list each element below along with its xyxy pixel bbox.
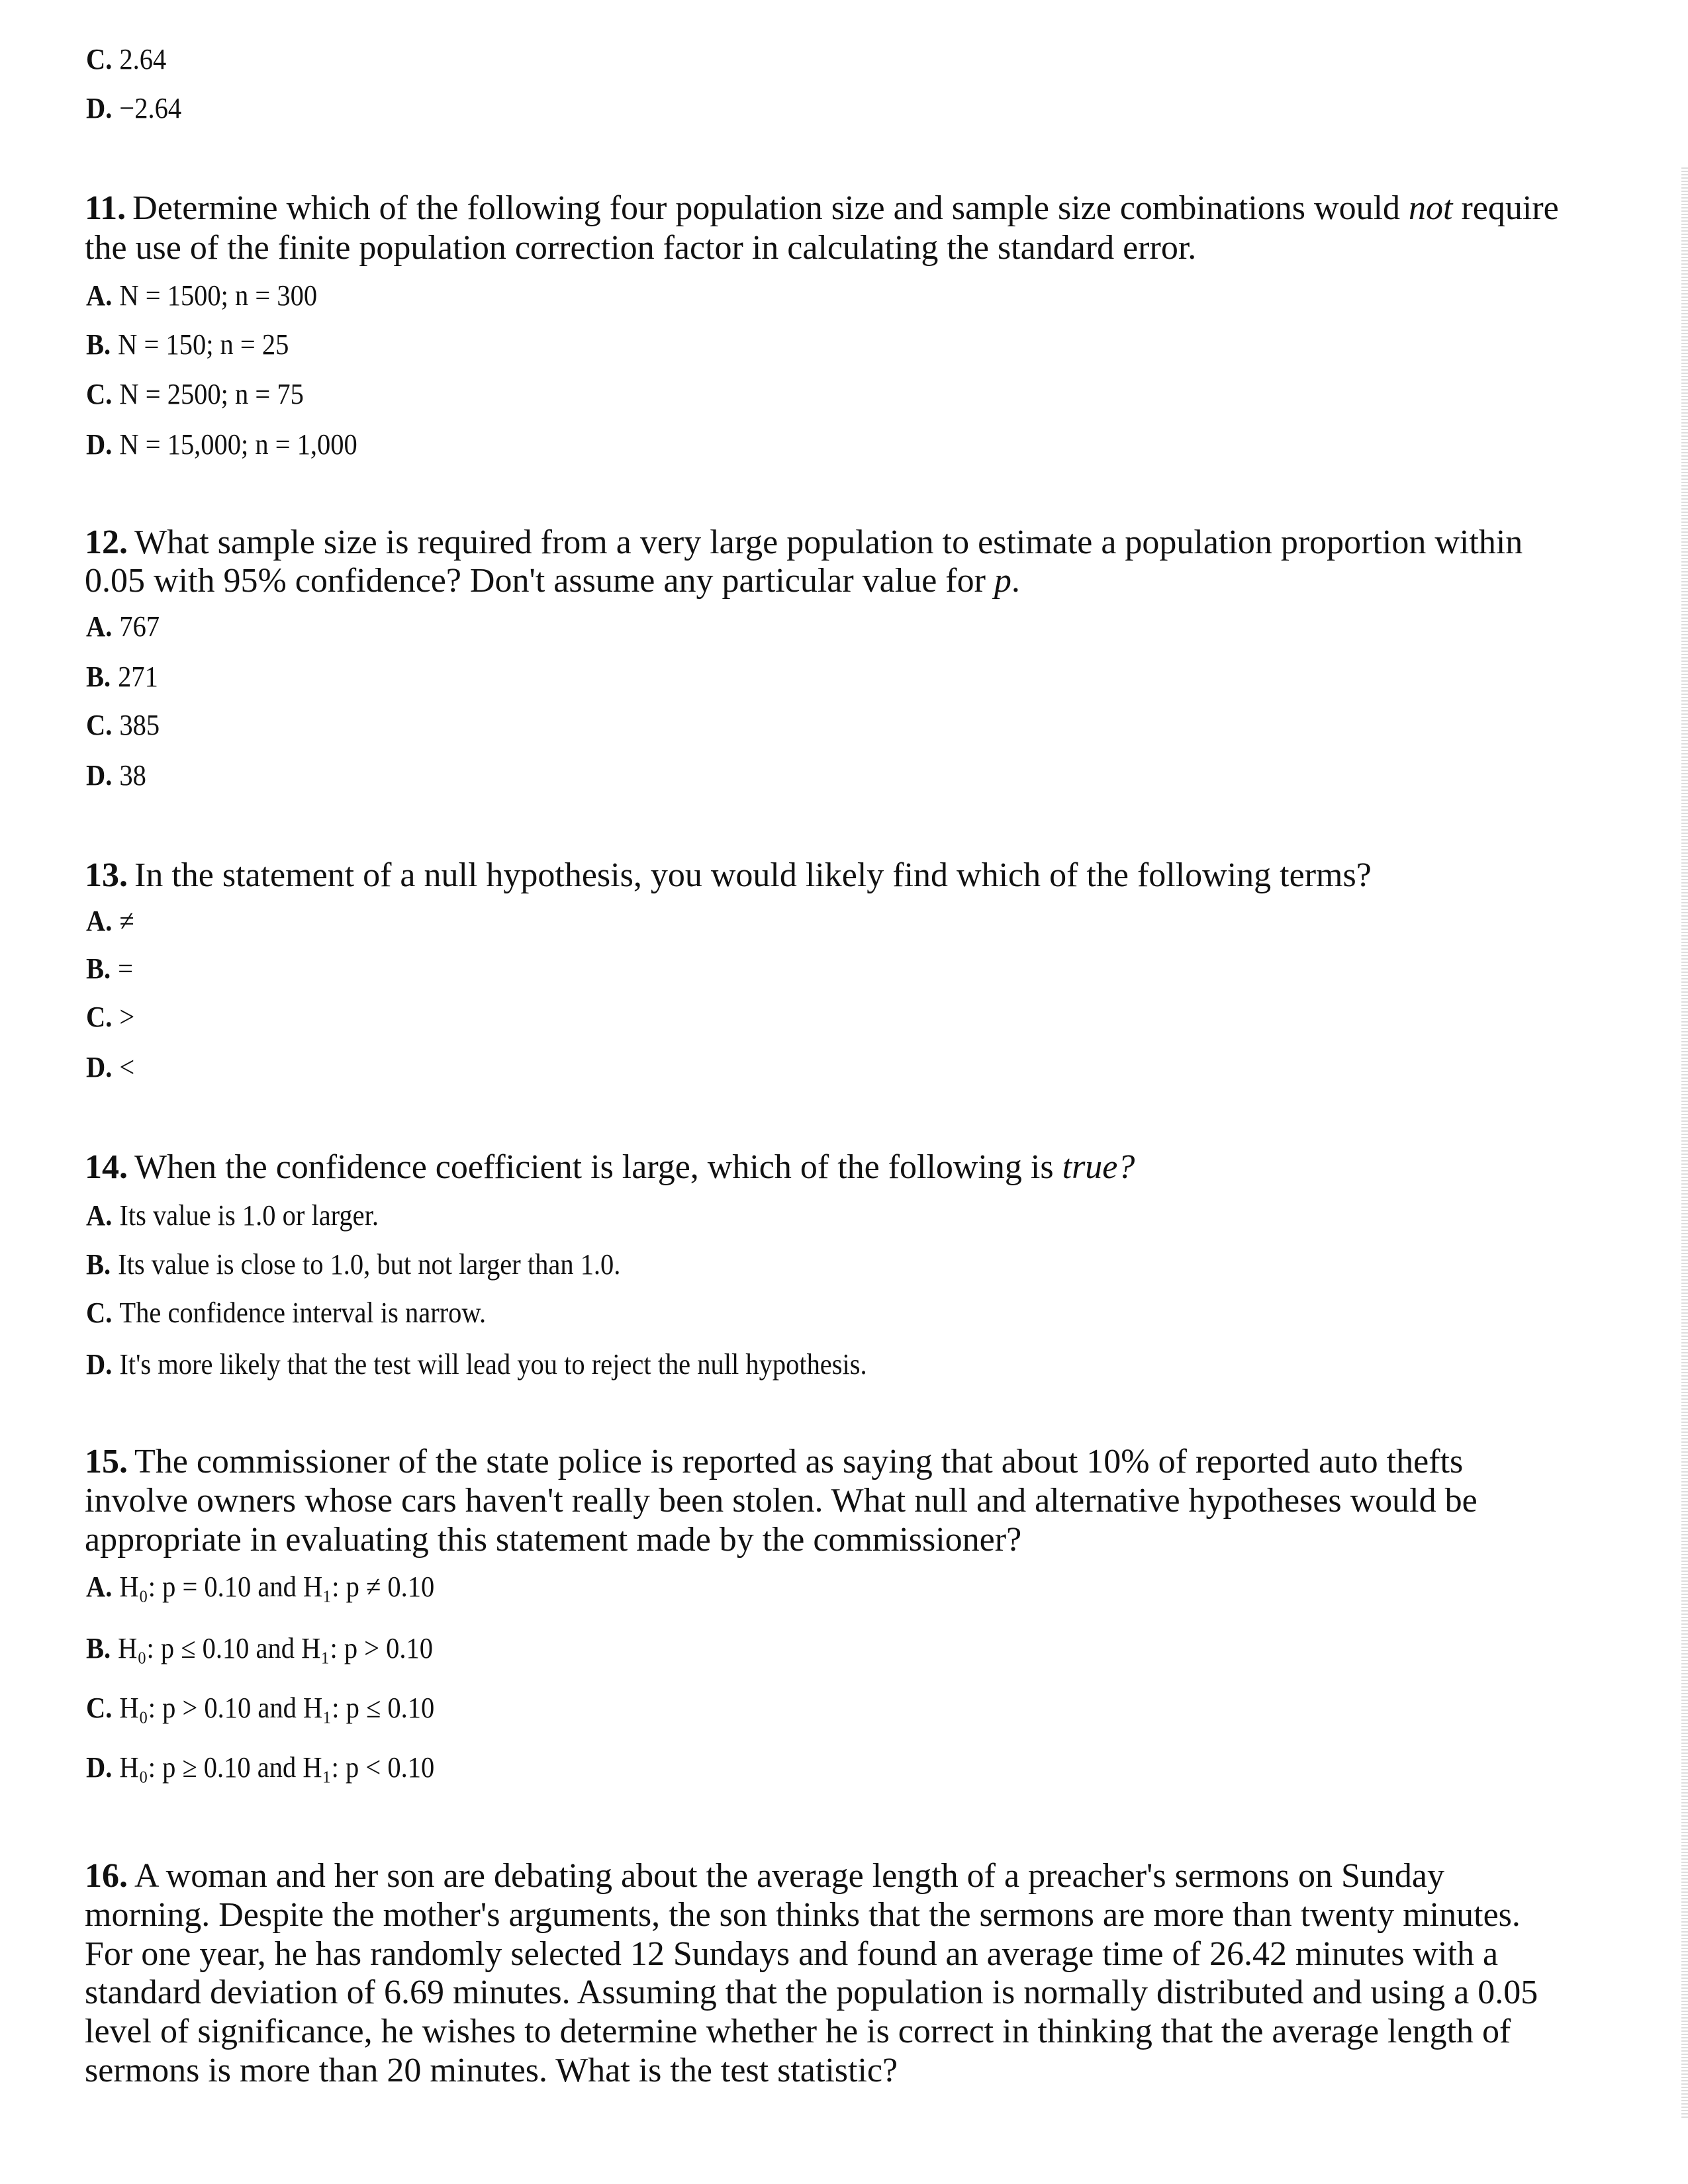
answer-option[interactable] (86, 903, 134, 940)
answer-option[interactable] (86, 1346, 867, 1383)
question-line (85, 228, 1196, 268)
question-text: When the confidence coefficient is large, which of the following is (134, 1148, 1062, 1186)
option-text: > (119, 1001, 135, 1033)
option-label: A. (86, 279, 113, 312)
question-number: 13. (85, 856, 128, 894)
question-line (85, 856, 1372, 895)
option-label: A. (86, 1199, 113, 1232)
question-text: appropriate in evaluating this statement made by the commissioner? (85, 1521, 1022, 1559)
option-label: C. (86, 1692, 113, 1724)
answer-option[interactable] (86, 1630, 433, 1667)
answer-option[interactable] (86, 1295, 486, 1332)
question-line (85, 1481, 1477, 1521)
question-text: require (1452, 189, 1559, 227)
option-text: N = 15,000; n = 1,000 (119, 428, 357, 461)
option-text: H₀: p > 0.10 and H₁: p ≤ 0.10 (119, 1692, 435, 1724)
option-text: 767 (119, 610, 160, 643)
option-text: Its value is close to 1.0, but not larger than 1.0. (118, 1248, 621, 1281)
question-text: What sample size is required from a very large population to estimate a population proportion within (134, 523, 1523, 561)
option-text: The confidence interval is narrow. (119, 1297, 487, 1329)
question-line (85, 2051, 898, 2091)
option-text: = (118, 952, 134, 985)
answer-option[interactable] (86, 1197, 379, 1234)
option-text: ≠ (119, 905, 134, 937)
answer-option[interactable] (86, 950, 133, 987)
question-line (85, 1973, 1538, 2013)
question-number: 11. (85, 189, 126, 227)
option-label: B. (86, 1248, 111, 1281)
option-label: D. (86, 759, 113, 792)
question-text: morning. Despite the mother's arguments, the son thinks that the sermons are more than twenty minutes. (85, 1896, 1521, 1934)
option-label: B. (86, 328, 111, 361)
option-text: N = 1500; n = 300 (119, 279, 318, 312)
answer-option[interactable] (86, 757, 146, 794)
option-label: A. (86, 610, 113, 643)
scan-edge (1681, 165, 1688, 2118)
question-text: Determine which of the following four population size and sample size combinations would (132, 189, 1409, 227)
option-label: B. (86, 1632, 111, 1664)
question-number: 14. (85, 1148, 128, 1186)
answer-option[interactable] (86, 426, 357, 463)
question-text: The commissioner of the state police is reported as saying that about 10% of reported auto thefts (134, 1443, 1464, 1480)
question-text: A woman and her son are debating about the average length of a preacher's sermons on Sunday (134, 1857, 1444, 1895)
answer-option[interactable] (86, 999, 134, 1036)
answer-option[interactable] (86, 326, 289, 363)
answer-option[interactable] (86, 90, 181, 127)
option-label: D. (86, 428, 113, 461)
option-text: 271 (118, 660, 158, 693)
option-text: Its value is 1.0 or larger. (119, 1199, 379, 1232)
question-text: involve owners whose cars haven't really been stolen. What null and alternative hypotheses would be (85, 1482, 1477, 1520)
answer-option[interactable] (86, 1246, 620, 1283)
option-label: D. (86, 92, 113, 124)
option-text: 38 (119, 759, 146, 792)
question-line (85, 523, 1523, 563)
answer-option[interactable] (86, 1690, 434, 1727)
question-text: true? (1062, 1148, 1135, 1186)
option-label: C. (86, 709, 113, 741)
answer-option[interactable] (86, 1569, 434, 1606)
question-text: standard deviation of 6.69 minutes. Assuming that the population is normally distributed and using a 0.05 (85, 1974, 1538, 2011)
question-line (85, 561, 1020, 601)
option-text: −2.64 (119, 92, 182, 124)
option-text: H₀: p ≤ 0.10 and H₁: p > 0.10 (118, 1632, 433, 1664)
question-text: sermons is more than 20 minutes. What is the test statistic? (85, 2052, 898, 2089)
question-text: 0.05 with 95% confidence? Don't assume any particular value for (85, 562, 994, 600)
question-number: 16. (85, 1857, 128, 1895)
question-text: For one year, he has randomly selected 12 Sundays and found an average time of 26.42 minutes with a (85, 1935, 1499, 1973)
option-label: A. (86, 905, 113, 937)
option-label: D. (86, 1348, 113, 1381)
question-text: the use of the finite population correction factor in calculating the standard error. (85, 229, 1197, 267)
question-text: . (1011, 562, 1020, 600)
option-label: C. (86, 1001, 113, 1033)
answer-option[interactable] (86, 659, 158, 696)
answer-option[interactable] (86, 376, 304, 413)
option-text: H₀: p ≥ 0.10 and H₁: p < 0.10 (119, 1751, 435, 1784)
question-line (85, 2012, 1511, 2052)
question-text: not (1409, 189, 1453, 227)
question-line (85, 1934, 1498, 1974)
question-number: 15. (85, 1443, 128, 1480)
answer-option[interactable] (86, 277, 317, 314)
option-label: D. (86, 1051, 113, 1083)
option-text: H₀: p = 0.10 and H₁: p ≠ 0.10 (119, 1570, 435, 1603)
option-label: B. (86, 660, 111, 693)
question-text: p (994, 562, 1011, 600)
option-label: C. (86, 378, 113, 410)
option-text: 2.64 (119, 43, 167, 75)
option-label: D. (86, 1751, 113, 1784)
option-text: 385 (119, 709, 160, 741)
option-label: C. (86, 1297, 113, 1329)
answer-option[interactable] (86, 707, 160, 744)
answer-option[interactable] (86, 41, 166, 78)
question-line (85, 1856, 1444, 1896)
option-label: B. (86, 952, 111, 985)
option-text: N = 150; n = 25 (118, 328, 289, 361)
question-line (85, 1148, 1135, 1187)
option-text: It's more likely that the test will lead you to reject the null hypothesis. (119, 1348, 867, 1381)
option-text: < (119, 1051, 135, 1083)
answer-option[interactable] (86, 1049, 134, 1086)
option-label: A. (86, 1570, 113, 1603)
question-line (85, 1895, 1521, 1935)
question-line (85, 189, 1559, 228)
answer-option[interactable] (86, 608, 160, 645)
question-text: level of significance, he wishes to determine whether he is correct in thinking that the average length of (85, 2013, 1511, 2050)
question-text: In the statement of a null hypothesis, you would likely find which of the following terms? (134, 856, 1372, 894)
question-number: 12. (85, 523, 128, 561)
answer-option[interactable] (86, 1749, 434, 1786)
question-line (85, 1442, 1463, 1482)
option-label: C. (86, 43, 113, 75)
option-text: N = 2500; n = 75 (119, 378, 304, 410)
question-line (85, 1520, 1021, 1560)
